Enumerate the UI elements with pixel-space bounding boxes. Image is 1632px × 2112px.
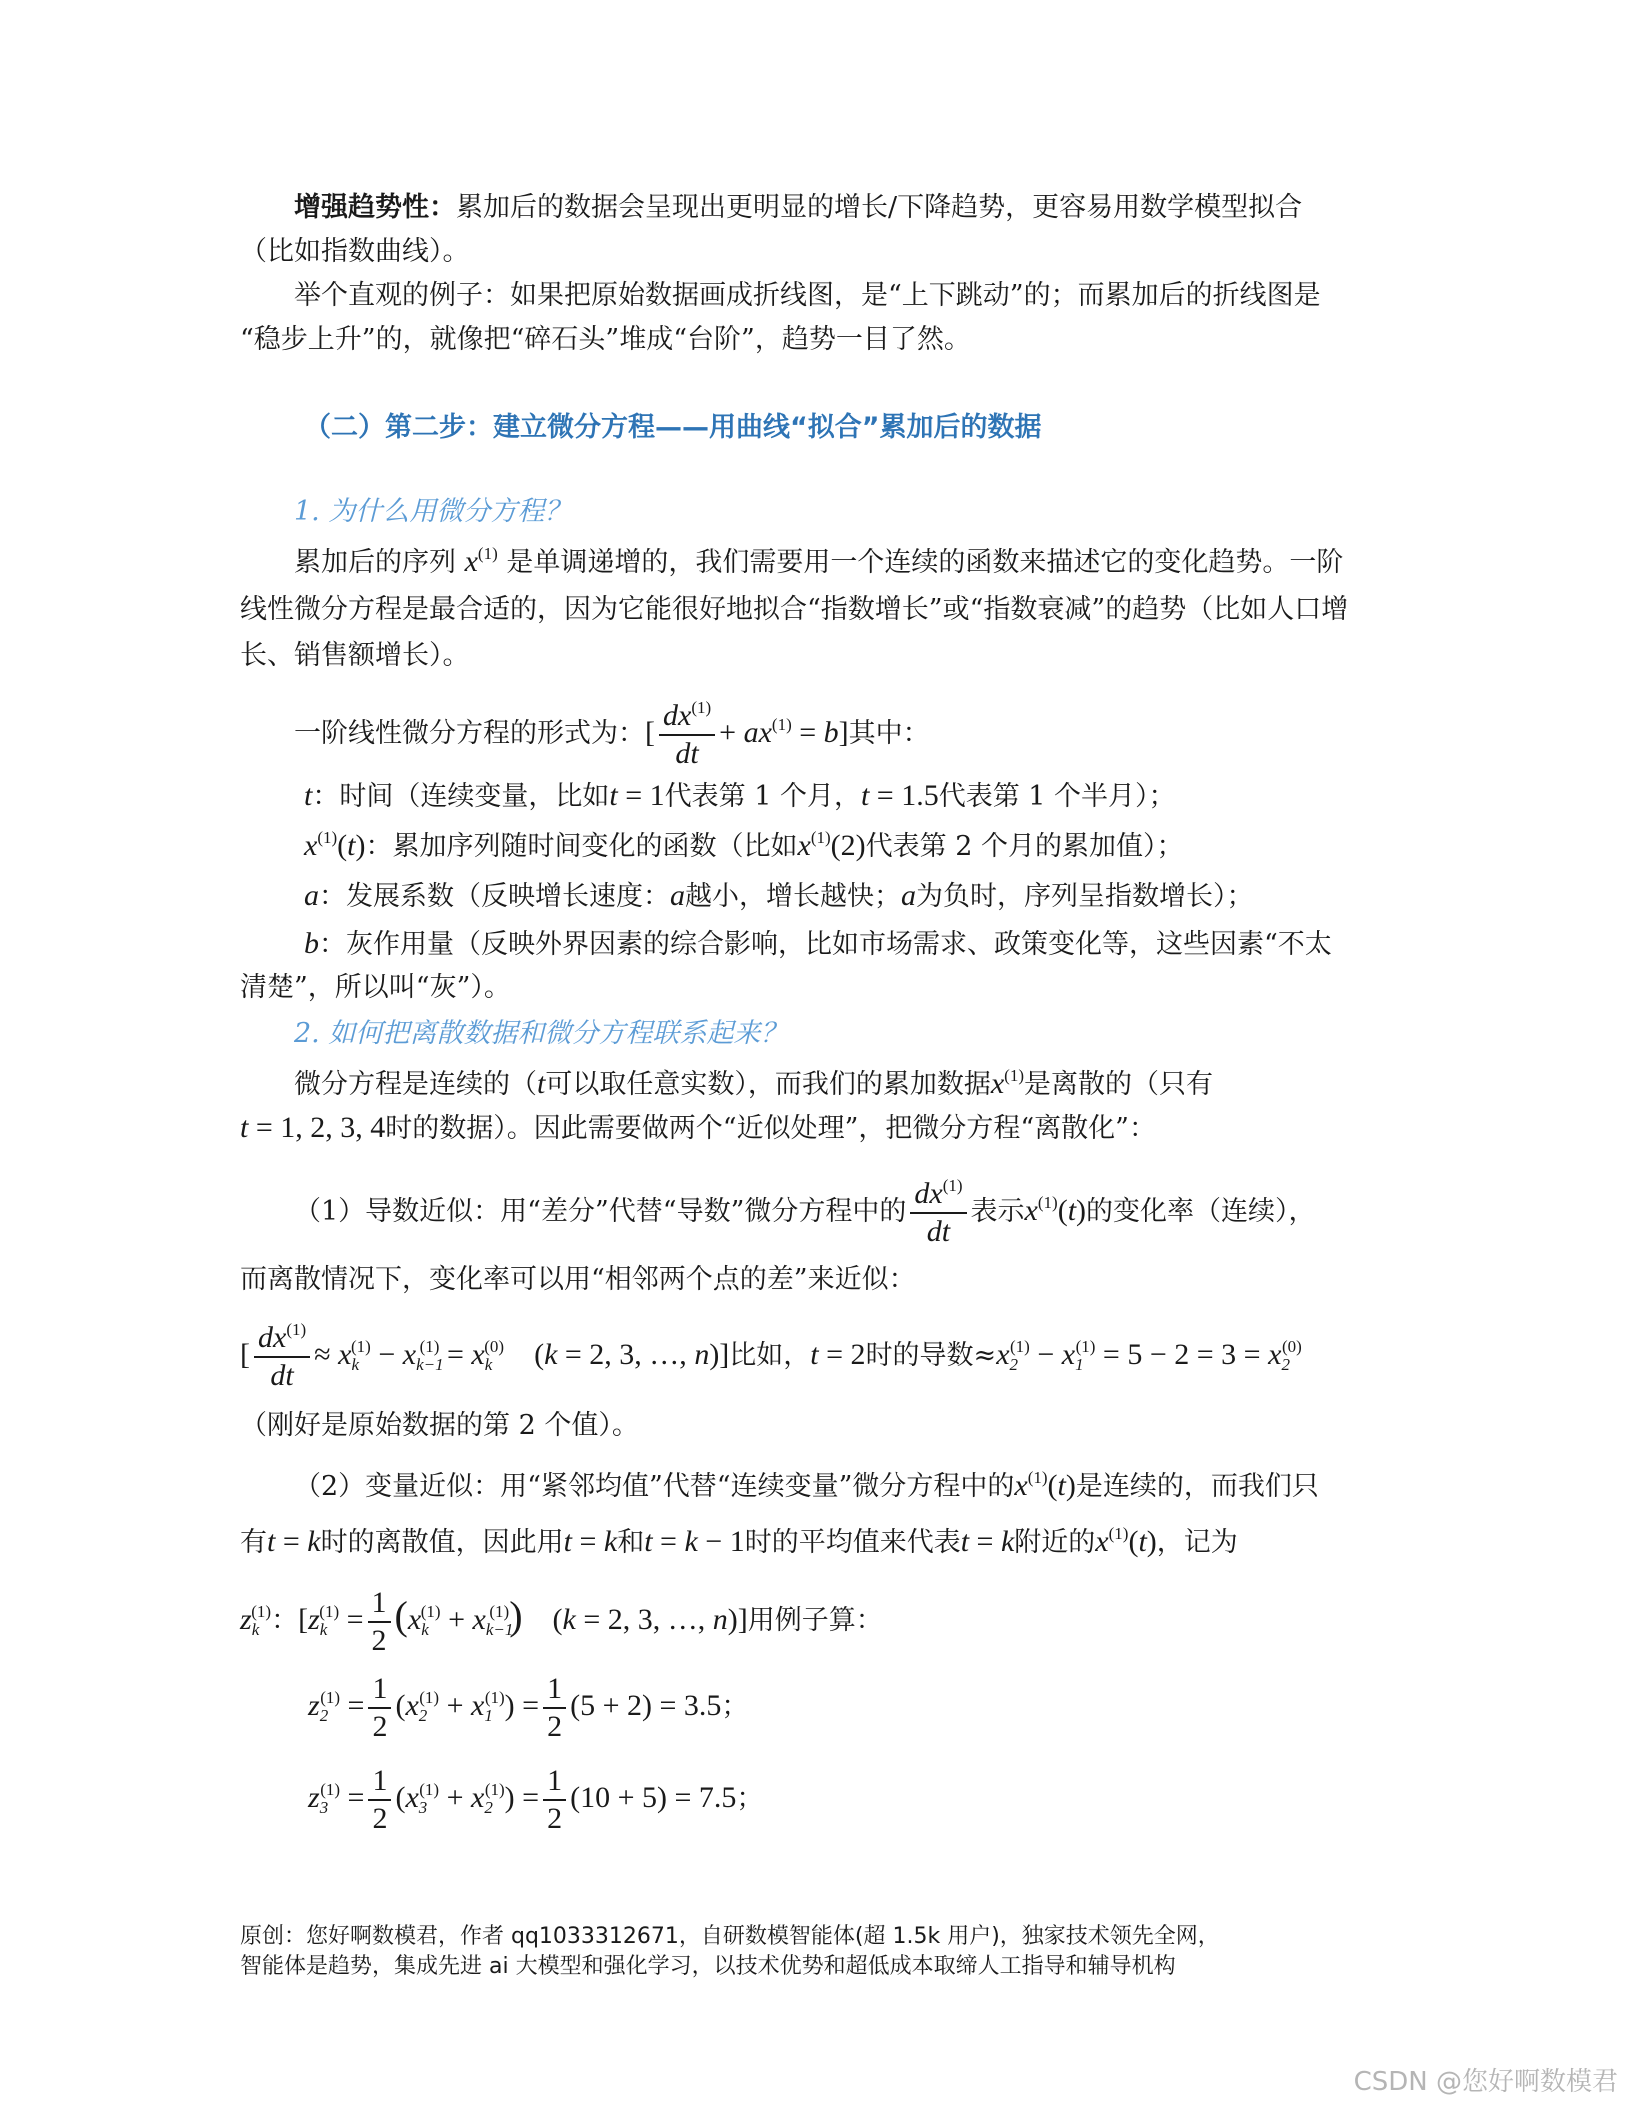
text-fragment: 代表第 1 个月， [664, 781, 861, 812]
text-fragment: 附近的 [1014, 1527, 1096, 1558]
math-expr: t = k [267, 1525, 321, 1558]
text-fragment: （1）导数近似：用“差分”代替“导数”微分方程中的 [294, 1195, 907, 1227]
text-fragment: 代表第 1 个半月）； [938, 781, 1176, 812]
paragraph-discrete-line2 [240, 1108, 1156, 1149]
example-z2 [308, 1666, 748, 1747]
math-difference-approx: [ $\frac{dx^{(1)}}{dt}$ ≈ $x_k^{(1)} - x_{k-1}^{(1)} = x_k^{(0)}$ (k = 2, 3, …, n)] [240, 1320, 730, 1392]
math-var: a [901, 879, 916, 912]
footer-line-2: 智能体是趋势，集成先进 ai 大模型和强化学习，以技术优势和超低成本取缔人工指导和辅导机构 [240, 1954, 1176, 1979]
definition-x [304, 826, 1183, 867]
math-var: a [670, 879, 685, 912]
paragraph-text: 累加后的数据会呈现出更明显的增长/下降趋势，更容易用数学模型拟合 [456, 192, 1303, 223]
math-var: $z_k^{(1)}$ [240, 1602, 272, 1639]
paragraph-variable-line3 [240, 1580, 883, 1659]
paragraph-variable-line2 [240, 1522, 1238, 1563]
definition-t [304, 776, 1176, 817]
paragraph-derivative-line4: （刚好是原始数据的第 2 个值）。 [240, 1410, 639, 1441]
math-expr: t = k [960, 1525, 1015, 1558]
paragraph-example-line1: 举个直观的例子：如果把原始数据画成折线图，是“上下跳动”的；而累加后的折线图是 [294, 280, 1321, 311]
text-fragment: 时的导数≈ [865, 1339, 997, 1371]
math-differential-equation: [ $\frac{dx^{(1)}}{dt}$ + $ax^{(1)} = b$] [645, 698, 849, 770]
text-fragment: 有 [240, 1527, 267, 1558]
math-expr: $x^{(1)}(t)$ [1024, 1192, 1087, 1227]
definition-a [304, 876, 1254, 917]
text-fragment: 时的数据）。因此需要做两个“近似处理”，把微分方程“离散化”： [385, 1113, 1156, 1144]
math-mean-formula: [$z_k^{(1)}$ = $\frac{1}{2}$ $(x_k^{(1)} + x_{k-1}^{(1)})$ (k = 2, 3, …, n)] [298, 1586, 748, 1658]
paragraph-derivative-line1 [294, 1176, 1316, 1250]
text-fragment: 其中： [848, 717, 930, 749]
math-expr: $x_2^{(1)} - x_1^{(1)} = 5 - 2 = 3 = x_2^{(0)}$ [996, 1336, 1302, 1374]
text-fragment: （2）变量近似：用“紧邻均值”代替“连续变量”微分方程中的 [294, 1471, 1015, 1502]
text-fragment: 用例子算： [747, 1605, 883, 1636]
example-z3 [308, 1758, 763, 1839]
math-var: b [304, 927, 319, 960]
text-fragment: 时的平均值来代表 [744, 1527, 961, 1558]
math-expr: $x^{(1)}(t)$ [1014, 1468, 1076, 1502]
text-fragment: ：时间（连续变量，比如 [312, 781, 610, 812]
math-var: t [304, 779, 313, 812]
paragraph-discrete-line1 [294, 1064, 1213, 1105]
math-var: a [304, 879, 319, 912]
math-example-1: $z_2^{(1)}$ = $\frac{1}{2}$ $(x_2^{(1)} + x_1^{(1)})$ = $\frac{1}{2}$ (5 + 2) = 3.5 [308, 1672, 722, 1744]
text-fragment: 累加后的序列 [294, 547, 456, 578]
text-fragment: 和 [617, 1527, 645, 1558]
math-expr: $x^{(1)}(t)$ [1095, 1524, 1157, 1558]
section-heading: （二）第二步：建立微分方程——用曲线“拟合”累加后的数据 [304, 412, 1042, 443]
math-expr: $x^{(1)}(2)$ [797, 828, 866, 862]
paragraph-derivative-line3 [240, 1320, 1302, 1394]
text-fragment: ：累加序列随时间变化的函数（比如 [365, 831, 798, 862]
math-expr: t = 1 [609, 779, 665, 812]
subsection-heading-1: 1. 为什么用微分方程？ [294, 496, 572, 527]
math-expr: t = k [563, 1525, 618, 1558]
text-fragment: 一阶线性微分方程的形式为： [294, 717, 645, 749]
bold-lead: 增强趋势性： [294, 192, 456, 223]
text-fragment: 可以取任意实数），而我们的累加数据 [545, 1069, 991, 1100]
definition-b-line2: 清楚”，所以叫“灰”）。 [240, 972, 511, 1003]
text-fragment: 时的离散值，因此用 [320, 1527, 564, 1558]
math-example-2: $z_3^{(1)}$ = $\frac{1}{2}$ $(x_3^{(1)} + x_2^{(1)})$ = $\frac{1}{2}$ (10 + 5) = 7.5 [308, 1764, 737, 1836]
example-1-result: (5 + 2) = 3.5 [570, 1689, 722, 1722]
math-expr: t = 2 [810, 1337, 866, 1371]
text-fragment: 是连续的，而我们只 [1075, 1471, 1319, 1502]
definition-b [304, 924, 1332, 965]
fraction-dx-dt: $\frac{dx^{(1)}}{dt}$ [906, 1194, 970, 1227]
math-expr: t = k − 1 [644, 1525, 745, 1558]
math-var: $x^{(1)}$ [990, 1066, 1024, 1100]
text-fragment: ：灰作用量（反映外界因素的综合影响，比如市场需求、政策变化等，这些因素“不太 [319, 929, 1332, 960]
math-var: $x^{(1)}(t)$ [304, 828, 366, 862]
paragraph-derivative-line2: 而离散情况下，变化率可以用“相邻两个点的差”来近似： [240, 1264, 916, 1295]
paragraph-trend-line2: （比如指数曲线）。 [240, 236, 470, 267]
text-fragment: 微分方程是连续的（ [294, 1069, 537, 1100]
text-fragment: ； [721, 1691, 749, 1722]
paragraph-why-line3: 长、销售额增长）。 [240, 640, 470, 671]
text-fragment: 的变化率（连续）， [1086, 1195, 1316, 1227]
paragraph-example-line2: “稳步上升”的，就像把“碎石头”堆成“台阶”，趋势一目了然。 [240, 324, 971, 355]
text-fragment: 越小，增长越快； [685, 881, 901, 912]
math-x1: $x^{(1)}$ [464, 544, 498, 578]
paragraph-why-line1 [294, 542, 1343, 583]
csdn-watermark: CSDN @您好啊数模君 [1353, 2067, 1618, 2097]
paragraph-why-line2: 线性微分方程是最合适的，因为它能很好地拟合“指数增长”或“指数衰减”的趋势（比如人口增 [240, 594, 1349, 625]
math-expr: t = 1.5 [860, 779, 939, 812]
text-fragment: 是离散的（只有 [1024, 1069, 1213, 1100]
footer-line-1: 原创：您好啊数模君，作者 qq1033312671，自研数模智能体(超 1.5k 用户)，独家技术领先全网， [240, 1924, 1220, 1949]
text-fragment: ，记为 [1156, 1527, 1238, 1558]
text-fragment: 表示 [970, 1195, 1025, 1227]
math-var: t [537, 1067, 546, 1100]
text-fragment: 代表第 2 个月的累加值）； [865, 831, 1184, 862]
text-fragment: 比如， [729, 1339, 811, 1371]
text-fragment: ：发展系数（反映增长速度： [319, 881, 670, 912]
text-fragment: 是单调递增的，我们需要用一个连续的函数来描述它的变化趋势。一阶 [506, 547, 1344, 578]
text-fragment: 为负时，序列呈指数增长）； [916, 881, 1254, 912]
fraction-dx-dt: $\frac{dx^{(1)}}{dt}$ [659, 698, 715, 772]
paragraph-trend-line1 [294, 188, 1302, 228]
paragraph-equation-form [294, 698, 930, 772]
paragraph-variable-line1 [294, 1466, 1319, 1507]
text-fragment: ： [271, 1605, 299, 1636]
text-fragment: ； [736, 1783, 764, 1814]
math-expr: t = 1, 2, 3, 4 [240, 1111, 386, 1144]
subsection-heading-2: 2. 如何把离散数据和微分方程联系起来？ [294, 1018, 788, 1049]
example-2-result: (10 + 5) = 7.5 [570, 1781, 737, 1814]
